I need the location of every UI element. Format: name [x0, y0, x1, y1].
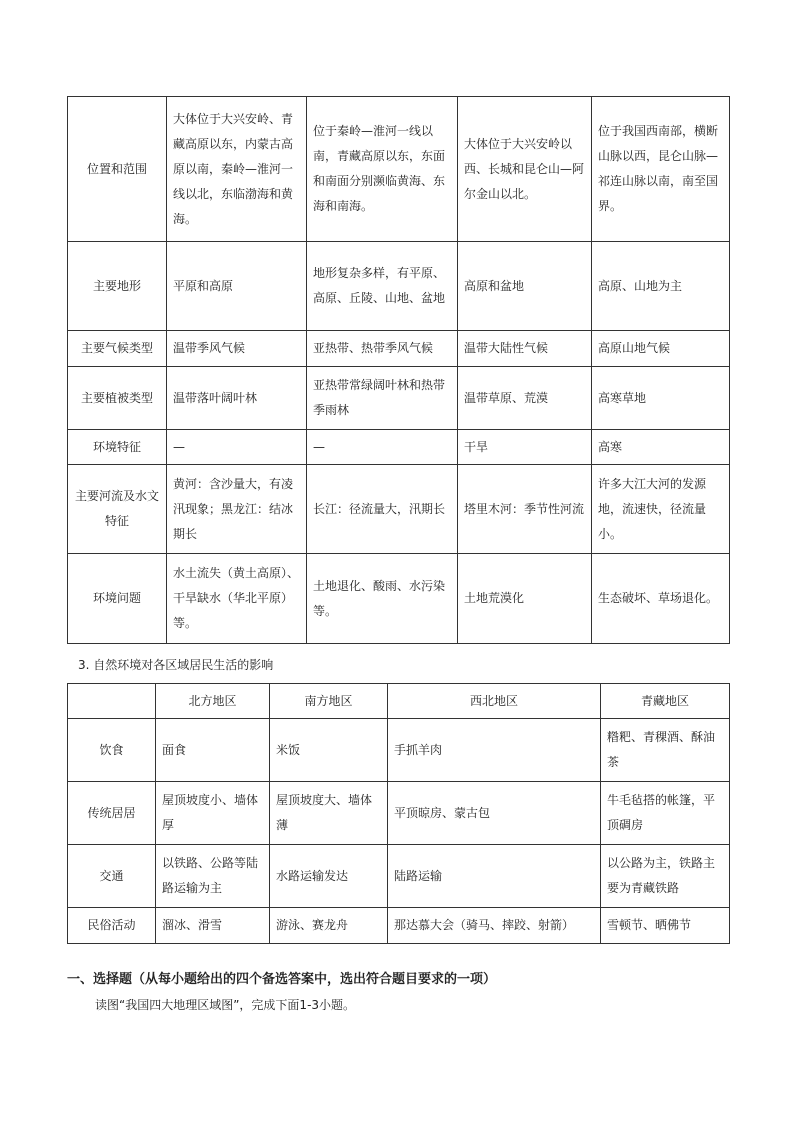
row-label: 民俗活动 [68, 908, 156, 944]
region-comparison-table [67, 96, 730, 644]
table-row [68, 782, 730, 845]
table-row [68, 331, 730, 367]
column-header [68, 684, 156, 719]
row-label: 主要气候类型 [68, 331, 167, 367]
table-cell: 土地退化、酸雨、水污染等。 [307, 554, 458, 644]
table-cell: 平原和高原 [167, 242, 307, 331]
table-cell: 塔里木河：季节性河流 [458, 465, 592, 554]
table-cell: 那达慕大会（骑马、摔跤、射箭） [388, 908, 601, 944]
table-cell: 大体位于大兴安岭以西、长城和昆仑山—阿尔金山以北。 [458, 97, 592, 242]
row-label: 环境特征 [68, 430, 167, 465]
row-label: 交通 [68, 845, 156, 908]
table-cell: 溜冰、滑雪 [156, 908, 270, 944]
section-title: 3. 自然环境对各区域居民生活的影响 [78, 658, 274, 672]
table-cell: 手抓羊肉 [388, 719, 601, 782]
table-cell: 亚热带、热带季风气候 [307, 331, 458, 367]
table-row [68, 845, 730, 908]
table-cell: 干旱 [458, 430, 592, 465]
table-cell: 长江：径流量大，汛期长 [307, 465, 458, 554]
row-label: 主要地形 [68, 242, 167, 331]
table-cell: 土地荒漠化 [458, 554, 592, 644]
table-row [68, 430, 730, 465]
table-cell: 米饭 [270, 719, 388, 782]
table-row [68, 242, 730, 331]
table-cell: 高寒草地 [592, 367, 730, 430]
table-cell: 亚热带常绿阔叶林和热带季雨林 [307, 367, 458, 430]
table-row [68, 719, 730, 782]
column-header: 北方地区 [156, 684, 270, 719]
table-cell: 地形复杂多样，有平原、高原、丘陵、山地、盆地 [307, 242, 458, 331]
row-label: 饮食 [68, 719, 156, 782]
table-cell: — [167, 430, 307, 465]
table-cell: 高原山地气候 [592, 331, 730, 367]
table-cell: 温带落叶阔叶林 [167, 367, 307, 430]
row-label: 主要植被类型 [68, 367, 167, 430]
table-row [68, 554, 730, 644]
table-cell: 陆路运输 [388, 845, 601, 908]
table-cell: 水路运输发达 [270, 845, 388, 908]
table-cell: 许多大江大河的发源地，流速快，径流量小。 [592, 465, 730, 554]
table-cell: 以公路为主，铁路主要为青藏铁路 [601, 845, 730, 908]
column-header: 南方地区 [270, 684, 388, 719]
table-cell: 以铁路、公路等陆路运输为主 [156, 845, 270, 908]
table-cell: 温带大陆性气候 [458, 331, 592, 367]
table-cell: 温带草原、荒漠 [458, 367, 592, 430]
table-cell: 屋顶坡度小、墙体厚 [156, 782, 270, 845]
column-header: 西北地区 [388, 684, 601, 719]
table-row [68, 97, 730, 242]
question-instruction: 读图“我国四大地理区域图”，完成下面1-3小题。 [95, 998, 356, 1012]
table-cell: 黄河：含沙量大，有凌汛现象；黑龙江：结冰期长 [167, 465, 307, 554]
table-cell: 屋顶坡度大、墙体薄 [270, 782, 388, 845]
table-cell: 位于我国西南部，横断山脉以西，昆仑山脉—祁连山脉以南，南至国界。 [592, 97, 730, 242]
column-header: 青藏地区 [601, 684, 730, 719]
row-label: 传统居居 [68, 782, 156, 845]
table-cell: 水土流失（黄土高原）、干旱缺水（华北平原）等。 [167, 554, 307, 644]
table-cell: 牛毛毡搭的帐篷，平顶碉房 [601, 782, 730, 845]
row-label: 位置和范围 [68, 97, 167, 242]
table-cell: 高原、山地为主 [592, 242, 730, 331]
table-cell: 平顶晾房、蒙古包 [388, 782, 601, 845]
table-cell: — [307, 430, 458, 465]
table-cell: 高寒 [592, 430, 730, 465]
life-influence-table [67, 683, 730, 944]
table-cell: 糌粑、青稞酒、酥油茶 [601, 719, 730, 782]
table-cell: 温带季风气候 [167, 331, 307, 367]
table-cell: 雪顿节、晒佛节 [601, 908, 730, 944]
table-cell: 大体位于大兴安岭、青藏高原以东，内蒙古高原以南，秦岭—淮河一线以北，东临渤海和黄海。 [167, 97, 307, 242]
row-label: 主要河流及水文特征 [68, 465, 167, 554]
row-label: 环境问题 [68, 554, 167, 644]
table-row [68, 908, 730, 944]
table-row [68, 367, 730, 430]
table-cell: 位于秦岭—淮河一线以南，青藏高原以东，东面和南面分别濒临黄海、东海和南海。 [307, 97, 458, 242]
table-cell: 生态破坏、草场退化。 [592, 554, 730, 644]
table-cell: 高原和盆地 [458, 242, 592, 331]
table-header-row [68, 684, 730, 719]
table-cell: 游泳、赛龙舟 [270, 908, 388, 944]
table-cell: 面食 [156, 719, 270, 782]
question-heading: 一、选择题（从每小题给出的四个备选答案中，选出符合题目要求的一项） [67, 972, 497, 987]
table-row [68, 465, 730, 554]
